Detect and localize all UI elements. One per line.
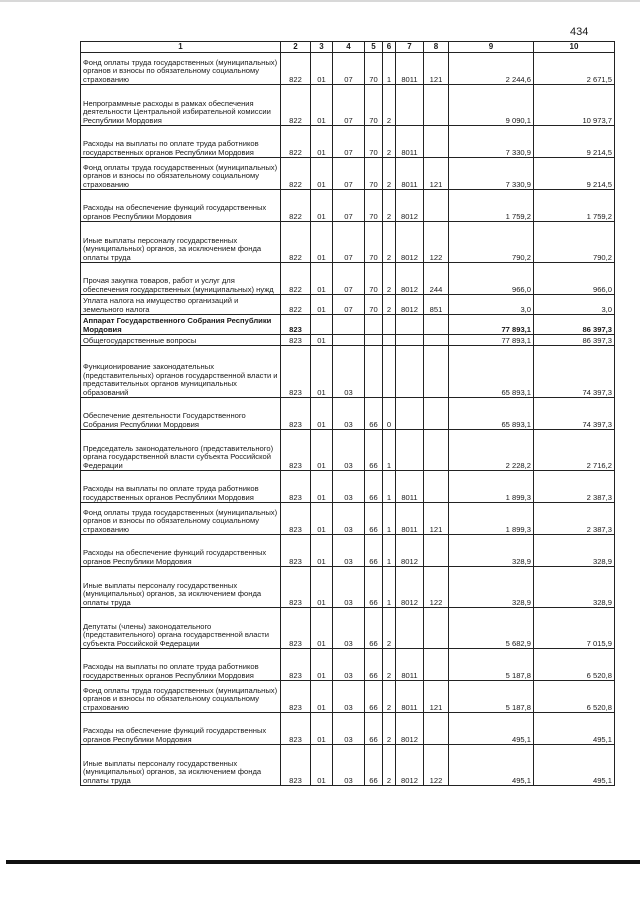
section-code-cell: 01	[311, 346, 333, 398]
page-number: 434	[570, 26, 589, 38]
table-row	[81, 222, 615, 263]
table-row	[81, 295, 615, 315]
target-article-cell	[396, 430, 424, 471]
program-code-cell	[365, 335, 383, 346]
program-code-cell: 66	[365, 681, 383, 713]
section-code-cell: 01	[311, 535, 333, 567]
subprogram-code-cell: 2	[383, 713, 396, 745]
row-name-cell: Иные выплаты персоналу государственных (муниципальных) органов, за исключением фонда оплаты труда	[81, 567, 281, 608]
amount-year1-cell: 2 228,2	[449, 430, 534, 471]
amount-year2-cell: 3,0	[534, 295, 615, 315]
subsection-code-cell: 07	[333, 126, 365, 158]
subsection-code-cell: 03	[333, 745, 365, 786]
program-code-cell: 66	[365, 398, 383, 430]
subsection-code-cell: 03	[333, 346, 365, 398]
amount-year1-cell: 1 759,2	[449, 190, 534, 222]
table-header-row	[81, 42, 615, 53]
expense-type-cell	[424, 190, 449, 222]
expense-type-cell: 851	[424, 295, 449, 315]
admin-code-cell: 823	[281, 471, 311, 503]
target-article-cell: 8012	[396, 713, 424, 745]
section-code-cell: 01	[311, 745, 333, 786]
program-code-cell	[365, 346, 383, 398]
section-code-cell: 01	[311, 335, 333, 346]
row-name-cell: Непрограммные расходы в рамках обеспечения деятельности Центральной избирательной комиссии Республики Мордовия	[81, 85, 281, 126]
admin-code-cell: 822	[281, 126, 311, 158]
column-header: 6	[383, 42, 396, 53]
admin-code-cell: 823	[281, 398, 311, 430]
program-code-cell: 66	[365, 608, 383, 649]
row-name-cell: Фонд оплаты труда государственных (муниципальных) органов и взносы по обязательному социальному страхованию	[81, 158, 281, 190]
scan-bottom-edge	[6, 860, 640, 864]
admin-code-cell: 823	[281, 608, 311, 649]
program-code-cell: 70	[365, 295, 383, 315]
row-name-cell: Прочая закупка товаров, работ и услуг для обеспечения государственных (муниципальных) нужд	[81, 263, 281, 295]
column-header: 9	[449, 42, 534, 53]
subsection-code-cell: 03	[333, 649, 365, 681]
section-code-cell: 01	[311, 263, 333, 295]
program-code-cell: 66	[365, 471, 383, 503]
amount-year2-cell: 2 671,5	[534, 53, 615, 85]
table-row	[81, 608, 615, 649]
column-header: 1	[81, 42, 281, 53]
admin-code-cell: 822	[281, 295, 311, 315]
amount-year1-cell: 328,9	[449, 535, 534, 567]
program-code-cell: 66	[365, 745, 383, 786]
section-code-cell: 01	[311, 649, 333, 681]
expense-type-cell	[424, 126, 449, 158]
admin-code-cell: 823	[281, 430, 311, 471]
table-row	[81, 535, 615, 567]
admin-code-cell: 823	[281, 535, 311, 567]
subsection-code-cell: 03	[333, 681, 365, 713]
target-article-cell: 8012	[396, 190, 424, 222]
expense-type-cell: 121	[424, 503, 449, 535]
section-code-cell: 01	[311, 190, 333, 222]
table-row	[81, 567, 615, 608]
column-header: 2	[281, 42, 311, 53]
amount-year2-cell: 2 387,3	[534, 471, 615, 503]
amount-year1-cell: 5 187,8	[449, 649, 534, 681]
amount-year1-cell: 966,0	[449, 263, 534, 295]
target-article-cell: 8012	[396, 295, 424, 315]
section-code-cell: 01	[311, 222, 333, 263]
expense-type-cell	[424, 85, 449, 126]
subprogram-code-cell: 1	[383, 535, 396, 567]
section-code-cell: 01	[311, 126, 333, 158]
subsection-code-cell: 03	[333, 471, 365, 503]
amount-year2-cell: 86 397,3	[534, 335, 615, 346]
subprogram-code-cell: 2	[383, 158, 396, 190]
expense-type-cell	[424, 315, 449, 335]
program-code-cell: 66	[365, 535, 383, 567]
subsection-code-cell: 07	[333, 263, 365, 295]
program-code-cell: 70	[365, 190, 383, 222]
subprogram-code-cell: 1	[383, 471, 396, 503]
program-code-cell: 70	[365, 85, 383, 126]
expense-type-cell	[424, 649, 449, 681]
amount-year1-cell: 7 330,9	[449, 158, 534, 190]
program-code-cell: 66	[365, 503, 383, 535]
subsection-code-cell: 07	[333, 222, 365, 263]
subprogram-code-cell	[383, 346, 396, 398]
expense-type-cell: 121	[424, 158, 449, 190]
row-name-cell: Обеспечение деятельности Государственного Собрания Республики Мордовия	[81, 398, 281, 430]
section-code-cell: 01	[311, 567, 333, 608]
target-article-cell: 8012	[396, 535, 424, 567]
subsection-code-cell: 03	[333, 535, 365, 567]
program-code-cell: 70	[365, 158, 383, 190]
target-article-cell: 8011	[396, 158, 424, 190]
column-header: 3	[311, 42, 333, 53]
amount-year2-cell: 2 387,3	[534, 503, 615, 535]
amount-year2-cell: 86 397,3	[534, 315, 615, 335]
amount-year2-cell: 790,2	[534, 222, 615, 263]
admin-code-cell: 822	[281, 190, 311, 222]
section-code-cell: 01	[311, 471, 333, 503]
expense-type-cell: 244	[424, 263, 449, 295]
amount-year1-cell: 495,1	[449, 713, 534, 745]
table-row	[81, 126, 615, 158]
subprogram-code-cell: 1	[383, 430, 396, 471]
program-code-cell: 66	[365, 430, 383, 471]
amount-year1-cell: 495,1	[449, 745, 534, 786]
amount-year1-cell: 2 244,6	[449, 53, 534, 85]
expense-type-cell: 122	[424, 567, 449, 608]
target-article-cell	[396, 346, 424, 398]
row-name-cell: Расходы на обеспечение функций государственных органов Республики Мордовия	[81, 190, 281, 222]
expense-type-cell	[424, 535, 449, 567]
row-name-cell: Расходы на выплаты по оплате труда работников государственных органов Республики Мордовия	[81, 471, 281, 503]
column-header: 5	[365, 42, 383, 53]
budget-table	[80, 41, 615, 786]
target-article-cell: 8012	[396, 222, 424, 263]
table-row	[81, 649, 615, 681]
row-name-cell: Расходы на выплаты по оплате труда работников государственных органов Республики Мордовия	[81, 649, 281, 681]
admin-code-cell: 822	[281, 222, 311, 263]
admin-code-cell: 823	[281, 503, 311, 535]
column-header: 10	[534, 42, 615, 53]
subprogram-code-cell: 0	[383, 398, 396, 430]
expense-type-cell	[424, 335, 449, 346]
admin-code-cell: 822	[281, 263, 311, 295]
subsection-code-cell: 07	[333, 190, 365, 222]
section-code-cell: 01	[311, 713, 333, 745]
amount-year2-cell: 328,9	[534, 567, 615, 608]
target-article-cell: 8012	[396, 263, 424, 295]
amount-year2-cell: 74 397,3	[534, 346, 615, 398]
admin-code-cell: 822	[281, 158, 311, 190]
amount-year2-cell: 10 973,7	[534, 85, 615, 126]
admin-code-cell: 823	[281, 315, 311, 335]
subsection-code-cell: 07	[333, 158, 365, 190]
table-row	[81, 471, 615, 503]
target-article-cell	[396, 398, 424, 430]
expense-type-cell	[424, 608, 449, 649]
expense-type-cell: 121	[424, 53, 449, 85]
admin-code-cell: 823	[281, 335, 311, 346]
table-body	[81, 53, 615, 786]
subprogram-code-cell	[383, 315, 396, 335]
target-article-cell: 8011	[396, 681, 424, 713]
row-name-cell: Расходы на выплаты по оплате труда работников государственных органов Республики Мордовия	[81, 126, 281, 158]
amount-year2-cell: 6 520,8	[534, 649, 615, 681]
table-row	[81, 263, 615, 295]
table-row	[81, 503, 615, 535]
amount-year1-cell: 3,0	[449, 295, 534, 315]
subsection-code-cell: 03	[333, 608, 365, 649]
amount-year2-cell: 2 716,2	[534, 430, 615, 471]
amount-year1-cell: 790,2	[449, 222, 534, 263]
section-code-cell: 01	[311, 608, 333, 649]
section-code-cell: 01	[311, 503, 333, 535]
amount-year2-cell: 495,1	[534, 745, 615, 786]
subprogram-code-cell: 2	[383, 295, 396, 315]
amount-year1-cell: 5 682,9	[449, 608, 534, 649]
subprogram-code-cell: 1	[383, 503, 396, 535]
row-name-cell: Депутаты (члены) законодательного (представительного) органа государственной власти субъекта Российской Федерации	[81, 608, 281, 649]
table-row	[81, 158, 615, 190]
amount-year1-cell: 1 899,3	[449, 503, 534, 535]
program-code-cell: 66	[365, 713, 383, 745]
amount-year1-cell: 328,9	[449, 567, 534, 608]
section-code-cell: 01	[311, 53, 333, 85]
target-article-cell	[396, 335, 424, 346]
expense-type-cell	[424, 471, 449, 503]
amount-year2-cell: 7 015,9	[534, 608, 615, 649]
admin-code-cell: 823	[281, 745, 311, 786]
table-row	[81, 335, 615, 346]
admin-code-cell: 823	[281, 649, 311, 681]
subprogram-code-cell: 2	[383, 649, 396, 681]
target-article-cell: 8012	[396, 745, 424, 786]
subprogram-code-cell: 2	[383, 222, 396, 263]
row-name-cell: Общегосударственные вопросы	[81, 335, 281, 346]
target-article-cell: 8011	[396, 649, 424, 681]
subsection-code-cell: 03	[333, 503, 365, 535]
subprogram-code-cell: 2	[383, 263, 396, 295]
target-article-cell: 8011	[396, 126, 424, 158]
target-article-cell	[396, 85, 424, 126]
subprogram-code-cell: 2	[383, 608, 396, 649]
subsection-code-cell: 03	[333, 398, 365, 430]
column-header: 7	[396, 42, 424, 53]
amount-year2-cell: 328,9	[534, 535, 615, 567]
table-row	[81, 190, 615, 222]
program-code-cell: 66	[365, 567, 383, 608]
subsection-code-cell	[333, 315, 365, 335]
subprogram-code-cell: 2	[383, 190, 396, 222]
subprogram-code-cell: 1	[383, 567, 396, 608]
row-name-cell: Уплата налога на имущество организаций и земельного налога	[81, 295, 281, 315]
row-name-cell: Иные выплаты персоналу государственных (муниципальных) органов, за исключением фонда оплаты труда	[81, 745, 281, 786]
expense-type-cell	[424, 346, 449, 398]
row-name-cell: Аппарат Государственного Собрания Республики Мордовия	[81, 315, 281, 335]
program-code-cell: 70	[365, 263, 383, 295]
amount-year1-cell: 7 330,9	[449, 126, 534, 158]
subsection-code-cell: 07	[333, 295, 365, 315]
program-code-cell: 70	[365, 53, 383, 85]
row-name-cell: Функционирование законодательных (представительных) органов государственной власти и представительных органов муниципальных образований	[81, 346, 281, 398]
expense-type-cell	[424, 430, 449, 471]
row-name-cell: Фонд оплаты труда государственных (муниципальных) органов и взносы по обязательному социальному страхованию	[81, 503, 281, 535]
table-row	[81, 85, 615, 126]
amount-year1-cell: 5 187,8	[449, 681, 534, 713]
subsection-code-cell: 03	[333, 567, 365, 608]
subsection-code-cell: 07	[333, 85, 365, 126]
amount-year1-cell: 77 893,1	[449, 335, 534, 346]
subprogram-code-cell: 2	[383, 745, 396, 786]
target-article-cell: 8012	[396, 567, 424, 608]
amount-year1-cell: 65 893,1	[449, 346, 534, 398]
table-row	[81, 398, 615, 430]
subprogram-code-cell	[383, 335, 396, 346]
subsection-code-cell: 03	[333, 430, 365, 471]
subprogram-code-cell: 2	[383, 681, 396, 713]
target-article-cell: 8011	[396, 53, 424, 85]
table-row	[81, 53, 615, 85]
subprogram-code-cell: 2	[383, 85, 396, 126]
program-code-cell	[365, 315, 383, 335]
subsection-code-cell	[333, 335, 365, 346]
table-row	[81, 713, 615, 745]
program-code-cell: 70	[365, 126, 383, 158]
subsection-code-cell: 07	[333, 53, 365, 85]
amount-year1-cell: 77 893,1	[449, 315, 534, 335]
subprogram-code-cell: 1	[383, 53, 396, 85]
section-code-cell: 01	[311, 398, 333, 430]
amount-year2-cell: 6 520,8	[534, 681, 615, 713]
row-name-cell: Фонд оплаты труда государственных (муниципальных) органов и взносы по обязательному социальному страхованию	[81, 681, 281, 713]
row-name-cell: Фонд оплаты труда государственных (муниципальных) органов и взносы по обязательному социальному страхованию	[81, 53, 281, 85]
target-article-cell	[396, 608, 424, 649]
table-row	[81, 681, 615, 713]
section-code-cell	[311, 315, 333, 335]
row-name-cell: Расходы на обеспечение функций государственных органов Республики Мордовия	[81, 535, 281, 567]
admin-code-cell: 823	[281, 346, 311, 398]
admin-code-cell: 823	[281, 681, 311, 713]
column-header: 4	[333, 42, 365, 53]
expense-type-cell: 122	[424, 745, 449, 786]
column-header: 8	[424, 42, 449, 53]
expense-type-cell	[424, 713, 449, 745]
section-code-cell: 01	[311, 295, 333, 315]
admin-code-cell: 823	[281, 567, 311, 608]
target-article-cell	[396, 315, 424, 335]
amount-year1-cell: 1 899,3	[449, 471, 534, 503]
table-row	[81, 745, 615, 786]
subsection-code-cell: 03	[333, 713, 365, 745]
amount-year1-cell: 9 090,1	[449, 85, 534, 126]
amount-year2-cell: 1 759,2	[534, 190, 615, 222]
amount-year2-cell: 966,0	[534, 263, 615, 295]
table-row	[81, 430, 615, 471]
admin-code-cell: 823	[281, 713, 311, 745]
section-code-cell: 01	[311, 430, 333, 471]
expense-type-cell: 121	[424, 681, 449, 713]
program-code-cell: 70	[365, 222, 383, 263]
section-code-cell: 01	[311, 681, 333, 713]
row-name-cell: Председатель законодательного (представительного) органа государственной власти субъекта Российской Федерации	[81, 430, 281, 471]
target-article-cell: 8011	[396, 471, 424, 503]
admin-code-cell: 822	[281, 53, 311, 85]
amount-year2-cell: 9 214,5	[534, 126, 615, 158]
program-code-cell: 66	[365, 649, 383, 681]
table-row	[81, 346, 615, 398]
expense-type-cell	[424, 398, 449, 430]
table-row	[81, 315, 615, 335]
expense-type-cell: 122	[424, 222, 449, 263]
row-name-cell: Расходы на обеспечение функций государственных органов Республики Мордовия	[81, 713, 281, 745]
section-code-cell: 01	[311, 158, 333, 190]
admin-code-cell: 822	[281, 85, 311, 126]
row-name-cell: Иные выплаты персоналу государственных (муниципальных) органов, за исключением фонда оплаты труда	[81, 222, 281, 263]
target-article-cell: 8011	[396, 503, 424, 535]
amount-year2-cell: 74 397,3	[534, 398, 615, 430]
amount-year2-cell: 495,1	[534, 713, 615, 745]
section-code-cell: 01	[311, 85, 333, 126]
amount-year2-cell: 9 214,5	[534, 158, 615, 190]
page-top-edge	[0, 0, 640, 2]
amount-year1-cell: 65 893,1	[449, 398, 534, 430]
subprogram-code-cell: 2	[383, 126, 396, 158]
